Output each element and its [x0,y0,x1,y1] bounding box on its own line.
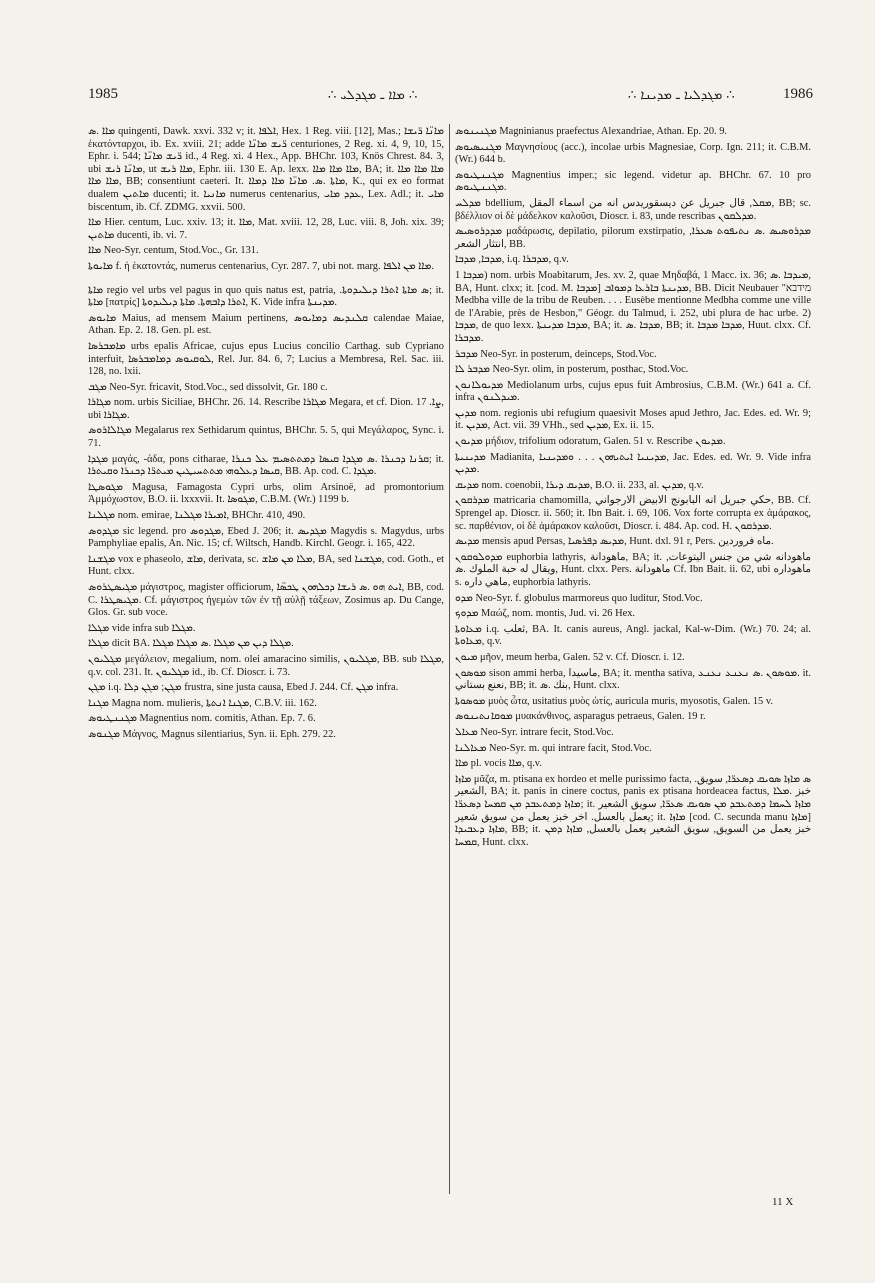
dictionary-entry: ܡܘܣܘܬܐ μυὸς ὦτα, usitatius μυὸς ὠτίς, auricula muris, myosotis, Galen. 15 v. [455,695,773,707]
dictionary-entry: ܡܓܢܢܛܝܘܣ Magnentius imper.; sic legend. videtur ap. BHChr. 67. 10 pro ܡܓܢܢܛܝܘܣ. [455,169,811,194]
dictionary-entry: ܡܓܝܣܛܪܘܣ μάγιστρος, magister officiorum, ܐܝܬ ܗܘ .ܣ ܪܝܫܐ ܕܟܠܗܘܢ ܛܟܣ̈ܐ, BB, cod. C. ܡܓܝܣܛܪܐ. Cf. μάγιστρος ἡγεμὼν τῶν ἐν τῇ αὐλῇ τάξεων, Zosimus ap. Du Cange, Glos. Gr. sub voce. [88,582,444,619]
dictionary-entry: ܡܐܬܐ regio vel urbs vel pagus in quo quis natus est, patria, .ܣ ܡܐܬܐ ܐܬܪܐ ܕܝܠܝܕܘܬܐ; it. ܡܐܬܐ [πατρίς] ܐܬܪܐ ܕܐܒܗܬܐ. ܡܐܬܐ ܕܝܠܝܕܘܬܐ, K. Vide infra ܡܕܝܢܬܐ. [88,284,444,309]
dictionary-entry: ܡܐܐ pl. vocis ܡܐܐ, q.v. [455,758,542,770]
dictionary-entry: ܡܓܢܝܣܝܘܣ Μαγνησίους (acc.), incolae urbis Magnesiae, Corp. Ign. 211; it. C.B.M. (Wr.) 644 b. [455,141,811,166]
dictionary-entry: ܡܐܝܘܣ Maius, ad mensem Maium pertinens, ܩܠܢܕܝܣ ܕܡܐܝܘܣ calendae Maiae, Athan. Ep. 2. 18. Gen. pl. est. [88,312,445,337]
dictionary-entry: ܡܓܢ i.q. ܡܓܢ; ܡܓܢ ܕܠܐ frustra, sine justa causa, Ebed J. 244. Cf. ܡܓܢ infra. [88,682,399,694]
dictionary-entry: ܡܕܝܩ nom. coenobii, ܡܕܝܩ ܕܝܪܐ, B.O. ii. 233, al. ܡܕܝܢ, q.v. [455,479,704,491]
dictionary-entry: ܡܓܢܘܣ Μάγνος, Magnus silentiarius, Syn. ii. Eph. 279. 22. [88,728,336,740]
dictionary-entry: ܡܓܠܝܘܢ μεγάλειον, megalium, nom. olei amaracino similis, ܡܓܠܝܘܢ, BB. sub ܡܓܠܐ, q.v. col. 231. It. ܡܓܠܝܘܢ id., ib. Cf. Dioscr. i. 73. [88,653,444,678]
dictionary-entry: ܡܐܐ Hier. centum, Luc. xxiv. 13; it. ܡܐܐ, Mat. xviii. 12, 28, Luc. viii. 8, Joh. xix. 39; ܡܐܬܝܢ ducenti, ib. vi. 7. [88,217,444,241]
running-head-left: ∴ ܡܐܐ ـ ܡܓܕܠܝ ∴ [328,88,418,103]
dictionary-entry: ܡܓܢܐ Magna nom. mulieris, ܡܓܢܐ ܐܢܬܬܐ, C.B.V. iii. 162. [88,697,317,709]
dictionary-entry: ܡܥܐܘܬܐ i.q. ثعلب, BA. It. canis aureus, Angl. jackal, Kal-w-Dim. (Wr.) 70. 24; al. ܡܥܐܘܬܐ, q.v. [455,623,811,648]
dictionary-entry: ܡܕܝܘܠܐܢܘܢ Mediolanum urbs, cujus epus fuit Ambrosius, C.B.M. (Wr.) 641 a. Cf. infra ܡܝܕܠܢܘܢ. [455,379,811,404]
dictionary-entry: ܡܕܒܪ ܠܐ Neo-Syr. olim, in posterum, posthac, Stod.Voc. [455,364,689,376]
dictionary-entry: ܡܐܡܒܪܣܐ urbs epalis Africae, cujus epus Lucius concilio Carthag. sub Cypriano interfuit, ܠܘܩܝܘܣ ܕܡܐܡܒܪܣܐ, Rel. Jur. 84. 6, 7; Lucius a Membresa, Rel. Sac. iii. 128, no. lxii. [88,340,444,378]
dictionary-entry: ܡܕܝܢ nom. regionis ubi refugium quaesivit Moses apud Jethro, Jac. Edes. ed. Wr. 9; it. ܡܕܝܢ, Act. vii. 39 VHh., sed ܡܕܝܢ, Ex. ii. 15. [455,407,811,432]
dictionary-entry: ܡܓܐܪܐ nom. urbis Siciliae, BHChr. 26. 14. Rescribe ܡܓܐܪܐ Megara, et cf. Dion. ܨܐ. 17, ubi ܡܓܐܪܐ. [88,397,445,421]
dictionary-entry: ܡܕܝܢܝܬܐ Madianita, ܡܕܝܢܝܐ ܐܝܬܝܗܘܢ . . . ܘܡܕܝܢܝܐ, Jac. Edes. ed. Wr. 9. Vide infra ܡܕܝܢ. [455,451,811,476]
dictionary-entry: ܡܓܘܣܛܐ Magusa, Famagosta Cypri urbs, olim Arsinoë, ad promontorium Ἀμμόχωστον, B.O. ii. lxxxvii. It. ܡܓܘܣܐ, C.B.M. (Wr.) 1199 b. [88,481,444,506]
column-divider [449,124,450,1194]
dictionary-entry: ܡܓܒ Neo-Syr. fricavit, Stod.Voc., sed dissolvit, Gr. 180 c. [88,381,328,393]
page-header [88,86,813,110]
dictionary-entry: ܡܓܐܠܐܪܘܣ Megalarus rex Sethidarum quintus, BHChr. 5. 5, qui Μεγάλαρος, Sync. i. 71. [88,425,444,450]
entry-gap [88,277,444,285]
dictionary-entry: ܡܕܠܚ bdellium, ܡܩܠ, قال جبريل عن ديسقوريدس انه من اسماء المقل, BB; sc. βδέλλιον οἱ δὲ μάδελκον καλοῦσι, Dioscr. i. 83, unde rescribas ܡܕܠܩܘܢ. [455,197,812,222]
dictionary-entry: ܡܐܙܐ μᾶζα, m. ptisana ex hordeo et melle purissimo facta, .ܣ ܡܐܙܐ ܣܘܝܩ ܕܣܥܪ̈ܐ, سويق الشعير, BA; it. panis in cinere coctus, panis ex ptisana hordeacea factus, خبز .ܡܠܐ ܡܐܙܐ ܕܡܬܥܒܕ ܡܢ ܩܡܚܐ ܕܣܥܪ̈ܐ; it. ܡܐܙܐ ܠܚܡܐ ܕܡܬܥܒܕ ܡܢ ܣܘܝܩ ܣܥܪ̈ܐ, سويق الشعير يعمل بالعسل. اخر خبز يعمل من سويق شعير; it. ܡܐܙܐ [cod. C. secunda manu ܡܐܙܐ] ܡܐܙܐ ܕܥܒܝܕܐ, BB; it. خبز يعمل من السويق, سويق الشعير يعمل بالعسل, ܡܐܙܐ ܕܡܢ ܩܡܚܐ, Hunt. clxx. [455,773,811,848]
signature-mark: 11 X [772,1196,794,1208]
dictionary-entry: ܡܕܒܐ 1) nom. urbis Moabitarum, Jes. xv. 2, quae Μηδαβά, 1 Macc. ix. 36; ܡܝܕܒܐ .ܣ, BA, Hunt. clxx; it. [cod. M. ܡܕܒܐ] ܡܕܝܢܬܐ ܒܐܪܥܐ ܕܡܘܐܒ, BB. Dicit Neubauer "מידבא Medbha ville de la tribu de Reuben. . . . Eusèbe mentionne Medbha comme une ville de l'Arabie, près de Hesbon," Géogr. du Talmud, i. 252, ubi plura de hac urbe. 2) ܡܕܒܐ, de quo lexx. ܡܕܒܐ ܡܕܝܢܬܐ, BA; it. ܡܕܒܐ .ܣ, BB; it. ܡܕܒܐ ܡܕܒܐ, Huut. clxx. Cf. ܡܕܒܪܐ. [455,269,812,344]
dictionary-entry: ܡܐܐ Neo-Syr. centum, Stod.Voc., Gr. 131. [88,245,259,257]
dictionary-entry: ܡܕܒܐ, ܡܕܒܐ, i.q. ܡܕܒܪܐ, q.v. [455,254,569,266]
dictionary-entry: ܡܕܝܘܢ μήδιον, trifolium odoratum, Galen. 51 v. Rescribe ܡܕܝܘܢ. [455,436,726,448]
dictionary-entry: ܡܥܐܠܢܐ Neo-Syr. m. qui intrare facit, Stod.Voc. [455,742,652,754]
dictionary-entry: ܡܘܩܐܢܬܝܢܘܣ μυακάνθινος, asparagus petraeus, Galen. 19 r. [455,711,706,723]
dictionary-entry: ܡܕܪܩܘܢ matricaria chamomilla, حكي جبريل انه البابونج الابيض الارجواني, BB. Cf. Sprengel ap. Dioscr. ii. 560; it. Ibn Bait. i. 69, 106. Vox forte corrupta ex ἀμάρακος, sc. παρθένιον, οἱ δὲ ἀμάρακον καλοῦσι, Dioscr. i. 484. Ap. cod. H. ܡܕܪܩܘܢ. [455,495,811,532]
dictionary-entry: ܡܝܘܢ μῆον, meum herba, Galen. 52 v. Cf. Dioscr. i. 12. [455,651,685,663]
dictionary-entry: ܡܕܘܠܘܩܘܢ euphorbia lathyris, ماهودانة, BA; it. ماهودانه شي من جنس اليتوعات, ويقال له حبة الملوك .ܣ, Hunt. clxx. Pers. ماهودانة Cf. Ibn Bait. ii. 62, ubi ماهوداره s. ماهي داره, euphorbia lathyris. [455,551,811,588]
dictionary-entry: ܡܓܢܢܛܝܘܣ Magnentius nom. comitis, Athan. Ep. 7. 6. [88,713,316,725]
dictionary-entry: ܡܓܕܘܣ sic legend. pro ܡܓܕܘܣ, Ebed J. 206; it. ܡܓܕܝܣ Magydis s. Magydus, urbs Pamphyliae epalis, An. Nic. 15; cf. Wiltsch, Handb. Kirchl. Geogr. i. 165, 422. [88,525,444,550]
dictionary-entry: ܡܘܣܘܢ sison ammi herba, ماسيدا, BA; it. mentha sativa, ܡܘܣܘܢ .ܣ ܢܥܢܥ ܢܥܢܥ. it. نعنع بستاني, BB; it. بنك .ܣ, Hunt. clxx. [455,667,811,692]
dictionary-entry: ܡܓܠܢܐ nom. emirae, ܐܡܝܪܐ ܡܓܠܢܐ, BHChr. 410, 490. [88,510,306,522]
left-column [88,126,444,745]
dictionary-entry: ܡܕܘܟ Μαώζ, nom. montis, Jud. vi. 26 Hex. [455,608,636,620]
dictionary-entry: ܡܓܕܐ μαγάς, -άδα, pons citharae, ܩܪܢܐ ܕܟܢܪܐ .ܣ ܡܓܕܐ ܩܝܣܐ ܕܡܬܬܣܝܡ ܥܠ ܟܢܪܐ; it. ܩܝܣܐ ܕܥܠܘܗܝ ܡܬܬܚܝܛܝܢ ܡܝܬܪ̈ܐ ܕܟܢܪܐ ܘܩܝܬܪܐ, BB. Ap. cod. C. ܡܓܕܐ. [88,453,445,478]
running-head-right: ∴ ܡܓܕܠܝܐ ـ ܡܕܝܢܐ ∴ [628,88,735,103]
dictionary-entry: ܡܓܠܐ dicit BA. ܡܓܠܐ ܕܝܢ ܡܢ ܡܓܠܐ .ܣ ܡܓܠܐ ܡܓܠܐ. [88,638,294,650]
right-column [455,126,811,852]
page-number-left: 1985 [88,86,118,102]
dictionary-entry: ܡܕܕܪܘܣܝܣ μαδάρωσις, depilatio, pilorum exstirpatio, ܡܕܪܘܣܝܣ .ܣ ܢܬܝܦܘܬ ܣܥܪܐ, انتثار الشعر, BB. [455,226,811,250]
dictionary-entry: ܡܐܐ .ܣ quingenti, Dawk. xxvi. 332 v; it. ܐܠܦܐ, Hex. 1 Reg. viii. [12], Mas.; ܡܐܢ̈ܐ ܪ̈ܝܫܐ ἑκατόνταρχοι, ib. Ex. xviii. 21; adde ܪ̈ܝܫ ܡܐܢ̈ܐ centuriones, 2 Reg. xi. 4, 9, 10, 15, Ephr. i. 544; ܪ̈ܝܫ ܡܐܢ̈ܐ id., 4 Reg. xi. 4 Hex., App. BHChr. 103, Knös Chrest. 84. 3, ubi ܡܐܢ̈ܐ ܪܝܫ, ut ܡܐܐ ܪܝܫ, Ephr. iii. 130 E. Ap. lexx. ܡܐܐ ܡܐܐ ܡܐܐ, BA; it. ܡܐܐ ܡܐܐ ܡܐܐ ܡܐܐ ܡܐܐ, BB; consentiunt caeteri. It. ܡܐܬܐ .ܣ. ܡܐܢ̈ܐ ܡܐܐ ܕܡܐܐ, K., qui ex eo format dualem ܡܐܬܝܢ ducenti; it. ܡܐܢܝܐ numerus centenarius, ܥܕܕ ܡܐܝ, Lex. Adl.; it. ܡܐܝ biscentum, ib. Cf. ZDMG. xxvii. 500. [88,126,445,213]
dictionary-entry: ܡܓܢܝܢܘܣ Magninianus praefectus Alexandriae, Athan. Ep. 20. 9. [455,126,728,137]
page-number-right: 1986 [783,86,813,102]
dictionary-entry: ܡܓܫܢܐ vox e phaseolo, ܡܐܫ, derivata, sc. ܡܠܐ ܡܢ ܡܐܫ, BA, sed ܡܓܫܢܐ, cod. Goth., et Hunt. clxx. [88,553,444,578]
dictionary-entry: ܡܥܐܠ Neo-Syr. intrare fecit, Stod.Voc. [455,726,614,738]
dictionary-entry: ܡܕܒܪ Neo-Syr. in posterum, deinceps, Stod.Voc. [455,348,657,360]
dictionary-entry: ܡܓܠܐ vide infra sub ܡܓܠܐ. [88,622,196,634]
dictionary-entry: ܡܕܝܣ mensis apud Persas, ܡܕܝܣ ܕܦܪܣܝܐ, Hunt. dxl. 91 r, Pers. ماه فروردين. [455,536,774,548]
dictionary-entry: ܡܕܘ Neo-Syr. f. globulus marmoreus quo luditur, Stod.Voc. [455,592,703,604]
dictionary-entry: ܡܐܝܘܬܐ f. ἡ ἑκατοντάς, numerus centenarius, Cyr. 287. 7, ubi not. marg. ܡܐܐ ܡܢ ܐܠܦܐ. [88,260,434,272]
